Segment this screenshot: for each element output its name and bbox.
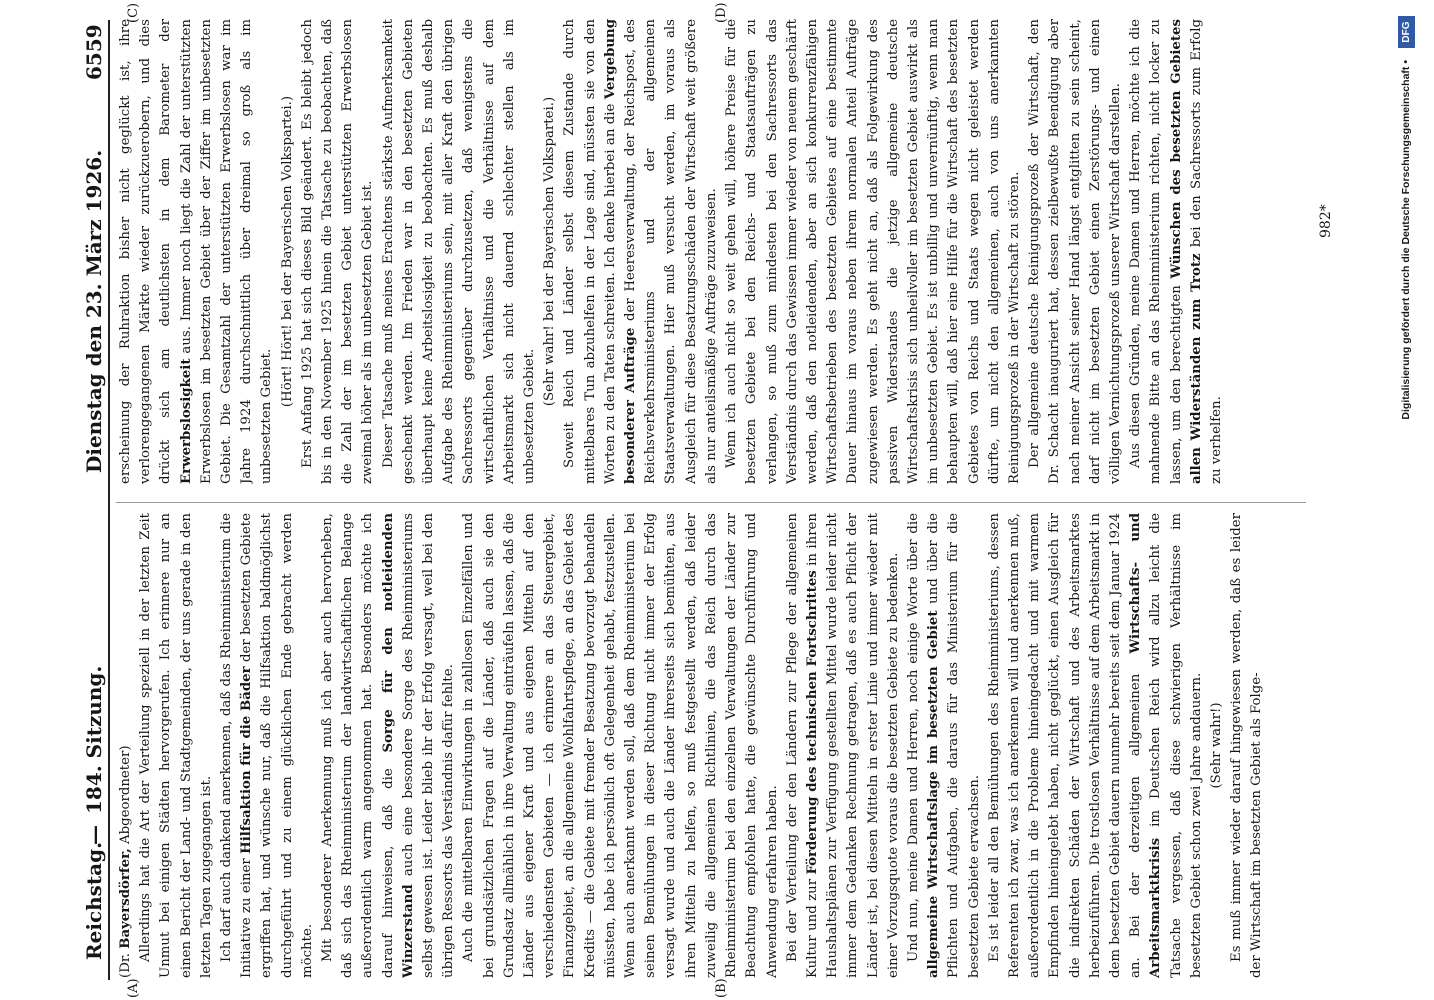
- header-reichstag: Reichstag.: [82, 841, 106, 960]
- margin-mark-d: (D): [714, 2, 729, 23]
- paragraph: Aus diesen Gründen, meine Damen und Herren, möchte ich die mahnende Bitte an das Rheinministerium richten, nicht locker zu lassen, um den berechtigten Wünschen des besetzten Gebietes allen Widerständen zum Trotz bei den Sachressorts zum Erfolg zu verhelfen.: [1128, 19, 1224, 484]
- margin-mark-b: (B): [714, 978, 729, 998]
- paragraph: Der allgemeine deutsche Reinigungsprozeß der Wirtschaft, den Dr. Schacht inauguriert hat, dessen zielbewußte Beendigung aber nach meiner Ansicht seiner Hand längst entglitten zu sein scheint, darf nicht im besetzten Gebiet einen Zerstörungs- und einen völligen Vernichtungsprozeß unserer Wirtschaft darstellen.: [1027, 19, 1123, 484]
- paragraph: Auch die mittelbaren Einwirkungen in zahllosen Einzelfällen und bei grundsätzlichen Fragen auf die Länder, daß auch sie den Grundsatz allmählich in ihre Verwaltung einträufeln lassen, daß die Länder aus eigener Kraft und aus eigenen Mitteln auf den verschiedensten Gebieten — ich erinnere an das Steuergebiet, Finanzgebiet, an die allgemeine Wohlfahrtspflege, an das Gebiet des Kredits — die Gebiete mit fremder Besatzung bevorzugt behandeln müssten, habe ich persönlich oft Gelegenheit gehabt, festzustellen. Wenn auch anerkannt werden soll, daß dem Rheinministerium bei seinen Bemühungen in dieser Richtung nicht immer der Erfolg versagt wurde und auch die Länder ihrerseits sich bemühten, aus ihren Mitteln zu helfen, so muß festgestellt werden, daß leider zuweilig die allgemeinen Richtlinien, die das Reich durch das Rheinministerium bei den einzelnen Verwaltungen der Länder zur Beachtung empfohlen hatte, die gewünschte Durchführung und Anwendung erfahren haben.: [461, 513, 780, 978]
- paragraph: Bei der Verteilung der den Ländern zur Pflege der allgemeinen Kultur und zur Förderung des technischen Fortschrittes in ihren Haushaltsplänen zur Verfügung gestellten Mittel wurde leider nicht immer dem Gedanken Rechnung getragen, daß es auch Pflicht der Länder ist, bei diesen Mitteln in erster Linie und immer wieder mit einer Vorzugsquote voraus die besetzten Gebiete zu bedenken.: [784, 513, 901, 978]
- paragraph: Es muß immer wieder darauf hingewiesen werden, daß es leider der Wirtschaft im besetzten Gebiet als Folge-: [1229, 513, 1265, 978]
- paragraph: Ich darf auch dankend anerkennen, daß das Rheinministerium die Initiative zu einer Hilfsaktion für die Bäder der besetzten Gebiete ergriffen hat, und wünsche nur, daß die Hilfsaktion baldmöglichst durchgeführt und zu einem glücklichen Ende gebracht werden möchte.: [219, 513, 315, 978]
- paragraph: Soweit Reich und Länder selbst diesem Zustande durch mittelbares Tun abzuhelfen in der Lage sind, müssten sie von den Worten zu den Taten schreiten. Ich denke hierbei an die Vergebung besonderer Aufträge der Heeresverwaltung, der Reichspost, des Reichsverkehrsministeriums und der allgemeinen Staatsverwaltungen. Hier muß versucht werden, im voraus als Ausgleich für diese Besatzungsschäden der Wirtschaft weit größere als nur anteilsmäßige Aufträge zuzuweisen.: [562, 19, 719, 484]
- speaker-role: Abgeordneter: [118, 750, 133, 844]
- scan-credit-strip: [1384, 0, 1434, 1000]
- paragraph: Erst Anfang 1925 hat sich dieses Bild geändert. Es bleibt jedoch bis in den November 1925 hinein die Tatsache zu beobachten, daß die Zahl der im besetzten Gebiet unterstützten Erwerbslosen zweimal höher als im unbesetzten Gebiet ist.: [299, 19, 376, 484]
- speaker-line: (Dr. Bayersdörfer, Abgeordneter): [118, 745, 133, 978]
- dfg-logo: DFG: [1398, 16, 1415, 48]
- paragraph: Und nun, meine Damen und Herren, noch einige Worte über die allgemeine Wirtschaftslage im besetzten Gebiet und über die Pflichten und Aufgaben, die daraus für das Ministerium für die besetzten Gebiete erwachsen.: [905, 513, 982, 978]
- interjection: (Sehr wahr!): [1208, 702, 1224, 789]
- header-date: Dienstag den 23. März 1926.: [82, 149, 106, 473]
- header-rule: [108, 20, 110, 980]
- paragraph: Mit besonderer Anerkennung muß ich aber auch hervorheben, daß sich das Rheinministerium der landwirtschaftlichen Belange außerordentlich warm angenommen hat. Besonders möchte ich darauf hinweisen, daß die Sorge für den notleidenden Winzerstand auch eine besondere Sorge des Rheinministeriums selbst gewesen ist. Leider blieb ihr der Erfolg versagt, weil bei den übrigen Ressorts das Verständnis dafür fehlte.: [320, 513, 457, 978]
- paragraph: Wenn ich auch nicht so weit gehen will, höhere Preise für die besetzten Gebiete bei den Reichs- und Staatsaufträgen zu verlangen, so muß zum mindesten bei den Sachressorts das Verständnis durch das Gewissen immer wieder von neuem geschärft werden, daß den notleidenden, aber an sich konkurrenzfähigen Wirtschaftsbetrieben des besetzten Gebietes auf eine bestimmte Dauer hinaus im voraus neben ihrem normalen Anteil Aufträge zugewiesen werden. Es geht nicht an, daß als Folgewirkung des passiven Widerstandes die jetzige allgemeine deutsche Wirtschaftskrisis sich unheilvoller im besetzten Gebiet auswirkt als im unbesetzten Gebiet. Es ist unbillig und unvernünftig, wenn man behaupten will, daß hier eine Hilfe für die Wirtschaft des besetzten Gebietes von Reichs und Staats wegen nicht geleistet werden dürfte, um nicht den allgemeinen, auch von uns anerkannten Reinigungsprozeß in der Wirtschaft zu stören.: [724, 19, 1022, 484]
- column-divider: [116, 502, 1306, 503]
- paragraph: Dieser Tatsache muß meines Erachtens stärkste Aufmerksamkeit geschenkt werden. Im Frieden war in den besetzten Gebieten überhaupt keine Arbeitslosigkeit zu beobachten. Es muß deshalb Aufgabe des Rheinministeriums sein, mit aller Kraft den übrigen Sachressorts gegenüber durchzusetzen, daß wenigstens die wirtschaftlichen Verhältnisse und die Verhältnisse auf dem Arbeitsmarkt sich nicht dauernd schlechter stellen als im unbesetzten Gebiet.: [380, 19, 538, 484]
- interjection: (Hört! Hört! bei der Bayerischen Volkspartei.): [279, 95, 295, 408]
- paragraph: Es ist leider all den Bemühungen des Rheinministeriums, dessen Referenten ich zwar, was ich anerkennen will und anerkennen muß, außerordentlich in die Probleme hineingedacht und mit warmem Empfinden hineingelebt haben, nicht geglückt, einen Ausgleich für die indirekten Schäden der Wirtschaft und des Arbeitsmarktes herbeizuführen. Die trostlosen Verhältnisse auf dem Arbeitsmarkt in dem besetzten Gebiet dauern nunmehr bereits seit dem Januar 1924 an. Bei der derzeitigen allgemeinen Wirtschafts- und Arbeitsmarktkrisis im Deutschen Reich wird allzu leicht die Tatsache vergessen, daß diese schwierigen Verhältnisse im besetzten Gebiet schon zwei Jahre andauern.: [986, 513, 1204, 978]
- speaker-name: Bayersdörfer,: [118, 848, 133, 949]
- signature-mark: 982*: [1318, 204, 1334, 238]
- scan-credit-text: Digitalisierung gefördert durch die Deutsche Forschungsgemeinschaft •: [1400, 60, 1412, 420]
- margin-mark-a: (A): [126, 978, 141, 998]
- left-column: [116, 513, 1308, 978]
- paragraph: erscheinung der Ruhraktion bisher nicht geglückt ist, ihre verlorengegangenen Märkte wieder zurückzuerobern, und dies drückt sich am deutlichsten in dem Barometer der Erwerbslosigkeit aus. Immer noch liegt die Zahl der unterstützten Erwerbslosen im besetzten Gebiet über der Ziffer im unbesetzten Gebiet. Die Gesamtzahl der unterstützten Erwerbslosen war im Jahre 1924 durchschnittlich über dreimal so groß als im unbesetzten Gebiet.: [118, 19, 275, 484]
- paragraph: Allerdings hat die Art der Verteilung speziell in der letzten Zeit Unmut bei einigen Städten hervorgerufen. Ich erinnere nur an einen Bericht der Land- und Stadtgemeinden, der uns gerade in den letzten Tagen zugegangen ist.: [138, 513, 214, 978]
- header-session: 184. Sitzung.: [82, 665, 106, 814]
- header-page-number: 6559: [82, 24, 106, 80]
- interjection: (Sehr wahr! bei der Bayerischen Volkspartei.): [542, 96, 558, 407]
- margin-mark-c: (C): [126, 2, 141, 23]
- right-column: [116, 19, 1308, 484]
- header-separator: —: [82, 825, 106, 845]
